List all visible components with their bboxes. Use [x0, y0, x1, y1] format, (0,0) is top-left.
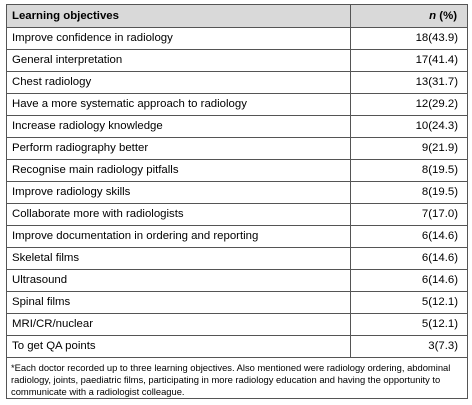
table-row — [7, 72, 468, 94]
row-value: 5(12.1) — [351, 292, 468, 314]
row-value: 7(17.0) — [351, 204, 468, 226]
row-label: Improve documentation in ordering and reporting — [7, 226, 351, 248]
header-learning-objectives: Learning objectives — [7, 5, 351, 28]
table-row — [7, 314, 468, 336]
row-value: 6(14.6) — [351, 248, 468, 270]
row-label: Increase radiology knowledge — [7, 116, 351, 138]
row-value: 17(41.4) — [351, 50, 468, 72]
table-row — [7, 292, 468, 314]
table-row — [7, 204, 468, 226]
header-percent: (%) — [436, 10, 457, 22]
row-value: 18(43.9) — [351, 28, 468, 50]
row-value: 8(19.5) — [351, 182, 468, 204]
table-row — [7, 336, 468, 358]
row-label: Improve confidence in radiology — [7, 28, 351, 50]
table-row — [7, 116, 468, 138]
row-value: 9(21.9) — [351, 138, 468, 160]
row-value: 10(24.3) — [351, 116, 468, 138]
row-label: Collaborate more with radiologists — [7, 204, 351, 226]
row-label: General interpretation — [7, 50, 351, 72]
table-header-row — [7, 5, 468, 28]
row-value: 12(29.2) — [351, 94, 468, 116]
row-label: To get QA points — [7, 336, 351, 358]
table-row — [7, 138, 468, 160]
table-row — [7, 160, 468, 182]
table-row — [7, 28, 468, 50]
table-row — [7, 248, 468, 270]
row-value: 13(31.7) — [351, 72, 468, 94]
table-footnote: *Each doctor recorded up to three learning objectives. Also mentioned were radiology ordering, abdominal radiology, joints, paediatric films, participating in more radiology education and having the opportunity to communicate with a radiologist colleague. — [7, 358, 468, 399]
table-row — [7, 94, 468, 116]
row-label: Ultrasound — [7, 270, 351, 292]
learning-objectives-table-container — [6, 4, 467, 399]
learning-objectives-table — [6, 4, 468, 399]
row-label: Spinal films — [7, 292, 351, 314]
row-value: 5(12.1) — [351, 314, 468, 336]
table-row — [7, 270, 468, 292]
row-label: Chest radiology — [7, 72, 351, 94]
row-label: Improve radiology skills — [7, 182, 351, 204]
row-label: Recognise main radiology pitfalls — [7, 160, 351, 182]
header-n-percent — [351, 5, 468, 28]
table-row — [7, 182, 468, 204]
row-value: 6(14.6) — [351, 270, 468, 292]
row-label: Have a more systematic approach to radiology — [7, 94, 351, 116]
row-value: 6(14.6) — [351, 226, 468, 248]
row-label: MRI/CR/nuclear — [7, 314, 351, 336]
row-value: 3(7.3) — [351, 336, 468, 358]
footnote-row — [7, 358, 468, 399]
header-n-italic: n — [429, 10, 437, 22]
table-row — [7, 226, 468, 248]
row-label: Perform radiography better — [7, 138, 351, 160]
table-row — [7, 50, 468, 72]
row-label: Skeletal films — [7, 248, 351, 270]
row-value: 8(19.5) — [351, 160, 468, 182]
